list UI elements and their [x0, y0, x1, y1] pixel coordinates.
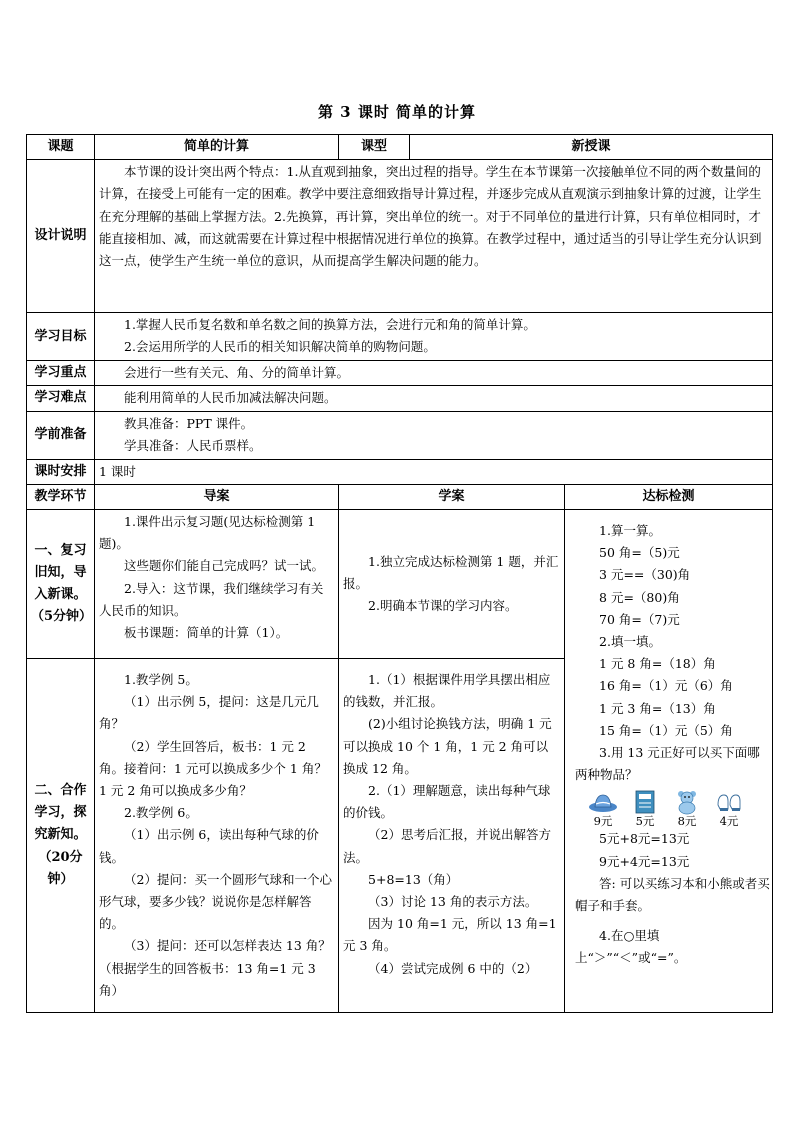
- check-question-3: 3.用 13 元正好可以买下面哪两种物品？: [575, 745, 760, 783]
- product-bear: [671, 789, 703, 828]
- lesson-plan-table: [26, 134, 773, 1013]
- study-header: 学案: [339, 484, 565, 509]
- check-line: 1 元 8 角=（18）角: [599, 656, 716, 672]
- product-row: [567, 789, 770, 828]
- check-line: 16 角=（1）元（6）角: [599, 678, 733, 694]
- guide-line: 这些题你们能自己完成吗？试一试。: [124, 558, 325, 574]
- teddy-bear-icon: [672, 789, 702, 815]
- goals-label: 学习目标: [27, 313, 95, 361]
- type-label: 课型: [339, 135, 410, 160]
- difficulty-row: [27, 386, 773, 411]
- guide-header: 导案: [95, 484, 339, 509]
- key-row: [27, 361, 773, 386]
- study-line: 1.独立完成达标检测第 1 题，并汇报。: [343, 553, 559, 591]
- guide-line: （根据学生的回答板书：13 角=1 元 3 角）: [99, 960, 316, 998]
- study-line: (2)小组讨论换钱方法，明确 1 元可以换成 10 个 1 角，1 元 2 角可以换成 12 角。: [343, 716, 552, 776]
- guide-line: 2.教学例 6。: [124, 805, 198, 821]
- check-line: 50 角=（5)元: [599, 545, 680, 561]
- prep-cell: [95, 411, 773, 459]
- check-question-4: 4.在○里填上“＞”“＜”或“=”。: [575, 928, 687, 966]
- schedule-label: 课时安排: [27, 459, 95, 484]
- study-line: 1.（1）根据课件用学具摆出相应的钱数，并汇报。: [343, 672, 551, 710]
- stage1-study: [339, 510, 565, 659]
- check-line: 9元+4元=13元: [599, 853, 690, 869]
- guide-line: 1.教学例 5。: [124, 672, 198, 688]
- product-gloves: [713, 789, 745, 828]
- study-line: （4）尝试完成例 6 中的（2）: [368, 960, 538, 976]
- column-header-row: [27, 484, 773, 509]
- difficulty-cell: [95, 386, 773, 411]
- check-line: 1.算一算。: [599, 523, 661, 539]
- guide-line: 1.课件出示复习题(见达标检测第 1 题)。: [99, 514, 316, 552]
- stage1-row: [27, 510, 773, 659]
- goal-item: 1.掌握人民币复名数和单名数之间的换算方法，会进行元和角的简单计算。: [124, 317, 536, 333]
- design-text-cell: [95, 160, 773, 313]
- difficulty-label: 学习难点: [27, 386, 95, 411]
- check-line: 1 元 3 角=（13）角: [599, 700, 716, 716]
- price-hat: 9元: [593, 814, 613, 829]
- check-line: 15 角=（1）元（5）角: [599, 722, 733, 738]
- topic-label: 课题: [27, 135, 95, 160]
- study-line: 2.（1）理解题意，读出每种气球的价钱。: [343, 783, 551, 821]
- key-text: 会进行一些有关元、角、分的简单计算。: [124, 365, 350, 381]
- hat-icon: [588, 789, 618, 815]
- design-label: 设计说明: [27, 160, 95, 313]
- check-line: 5元+8元=13元: [599, 831, 690, 847]
- key-cell: [95, 361, 773, 386]
- check-line: 3 元==（30)角: [599, 567, 691, 583]
- topic-value: 简单的计算: [95, 135, 339, 160]
- page-title: 第 3 课时 简单的计算: [317, 103, 477, 121]
- price-gloves: 4元: [719, 814, 739, 829]
- guide-line: 2.导入：这节课，我们继续学习有关人民币的知识。: [99, 580, 324, 618]
- study-line: （2）思考后汇报，并说出解答方法。: [343, 827, 551, 865]
- check-answer: 答: 可以买练习本和小熊或者买帽子和手套。: [575, 875, 770, 914]
- product-hat: [587, 789, 619, 828]
- design-row: [27, 160, 773, 313]
- stage-header: 教学环节: [27, 484, 95, 509]
- study-line: 因为 10 角=1 元，所以 13 角=1 元 3 角。: [343, 916, 557, 954]
- guide-line: （1）出示例 6，读出每种气球的价钱。: [99, 827, 319, 865]
- stage1-label: 一、复习旧知，导入新课。（5分钟）: [27, 510, 95, 659]
- check-line: 70 角=（7)元: [599, 611, 680, 627]
- guide-line: （1）出示例 5，提问：这是几元几角？: [99, 694, 319, 732]
- guide-line: （2）提问：买一个圆形气球和一个心形气球，要多少钱？说说你是怎样解答的。: [99, 871, 332, 932]
- stage2-guide: [95, 659, 339, 1013]
- exercise-book-icon: [630, 789, 660, 815]
- topic-row: [27, 135, 773, 160]
- key-label: 学习重点: [27, 361, 95, 386]
- product-book: [629, 789, 661, 828]
- prep-row: [27, 411, 773, 459]
- stage2-label: 二、合作学习，探究新知。（20分钟）: [27, 659, 95, 1013]
- gloves-icon: [714, 789, 744, 815]
- study-line: 2.明确本节课的学习内容。: [368, 598, 518, 614]
- guide-line: （2）学生回答后，板书：1 元 2 角。接着问：1 元可以换成多少个 1 角？1 元 2 角可以换成多少角？: [99, 738, 327, 799]
- difficulty-text: 能利用简单的人民币加减法解决问题。: [124, 390, 337, 406]
- goal-item: 2.会运用所学的人民币的相关知识解决简单的购物问题。: [124, 339, 436, 355]
- schedule-row: [27, 459, 773, 484]
- stage2-study: [339, 659, 565, 1013]
- prep-item: 学具准备：人民币票样。: [124, 437, 262, 453]
- price-book: 5元: [635, 814, 655, 829]
- check-header: 达标检测: [565, 484, 773, 509]
- check-line: 2.填一填。: [599, 634, 661, 650]
- prep-label: 学前准备: [27, 411, 95, 459]
- goals-row: [27, 313, 773, 361]
- stage1-guide: [95, 510, 339, 659]
- schedule-value: 1 课时: [95, 459, 773, 484]
- study-line: 5+8=13（角）: [368, 871, 459, 887]
- design-text: 本节课的设计突出两个特点：1.从直观到抽象，突出过程的指导。学生在本节课第一次接触单位不同的两个数量间的计算，在接受上可能有一定的困难。教学中要注意细致指导计算过程，并逐步完成从直观演示到抽象计算的过渡，让学生在充分理解的基础上掌握方法。2.先换算，再计算，突出单位的统一。对于不同单位的量进行计算，只有单位相同时，才能直接相加、减，而这就需要在计算过程中根据情况进行单位的换算。在教学过程中，通过适当的引导让学生充分认识到这一点，使学生产生统一单位的意识，从而提高学生解决问题的能力。: [99, 164, 762, 269]
- type-value: 新授课: [410, 135, 773, 160]
- goals-cell: [95, 313, 773, 361]
- check-line: 8 元=（80)角: [599, 589, 680, 605]
- price-bear: 8元: [677, 814, 697, 829]
- check-cell: [565, 510, 773, 1013]
- study-line: （3）讨论 13 角的表示方法。: [368, 894, 538, 910]
- prep-item: 教具准备：PPT 课件。: [124, 415, 254, 431]
- guide-line: （3）提问：还可以怎样表达 13 角？: [124, 938, 331, 954]
- guide-line: 板书课题：简单的计算（1）。: [124, 625, 289, 641]
